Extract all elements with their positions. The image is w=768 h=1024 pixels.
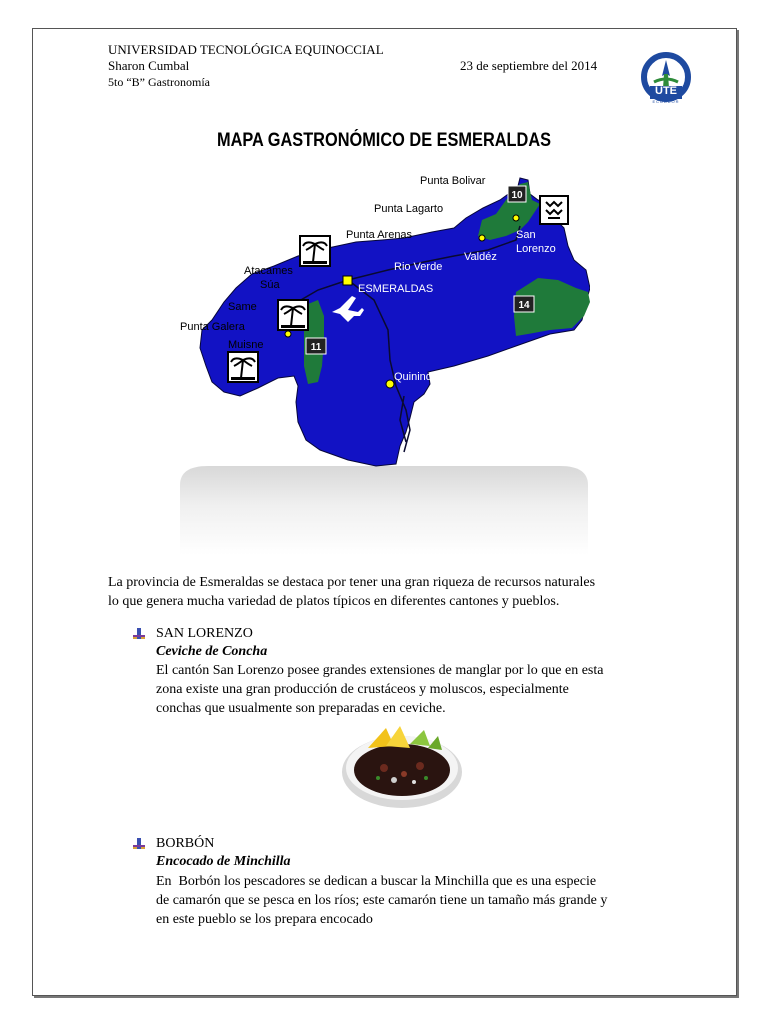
section-text-line: En Borbón los pescadores se dedican a buscar la Minchilla que es una especie bbox=[156, 874, 597, 889]
label-quininde: Quinindé bbox=[394, 371, 439, 383]
dish-title-ceviche-de-concha: Ceviche de Concha bbox=[156, 644, 268, 659]
course-name: 5to “B” Gastronomía bbox=[108, 75, 210, 89]
punta-galera-town-marker bbox=[285, 331, 291, 337]
badge-10-label: 10 bbox=[511, 190, 523, 201]
section-text-line: El cantón San Lorenzo posee grandes extensiones de manglar por lo que en esta bbox=[156, 663, 604, 678]
ute-logo-subtitle: ECUADOR bbox=[652, 99, 680, 104]
ute-logo-text: UTE bbox=[655, 85, 677, 97]
section-text-line: conchas que usualmente son preparadas en ceviche. bbox=[156, 701, 446, 716]
label-atacames: Atacames bbox=[244, 265, 293, 277]
dish-title-encocado-de-minchilla: Encocado de Minchilla bbox=[156, 854, 291, 869]
mangrove-icon bbox=[540, 196, 568, 224]
label-punta-arenas: Punta Arenas bbox=[346, 229, 413, 241]
label-valdez: Valdéz bbox=[464, 251, 497, 263]
ute-logo bbox=[636, 52, 696, 106]
ceviche-photo bbox=[334, 722, 470, 812]
palm-beach-icon bbox=[300, 236, 330, 266]
label-punta-lagarto: Punta Lagarto bbox=[374, 203, 444, 215]
bullet-icon bbox=[132, 627, 146, 641]
palm-beach-icon bbox=[278, 300, 308, 330]
label-rio-verde: Rio Verde bbox=[394, 261, 443, 273]
document-date: 23 de septiembre del 2014 bbox=[460, 58, 598, 73]
esmeraldas-map bbox=[178, 170, 590, 555]
label-san: San bbox=[516, 229, 536, 241]
section-place-san-lorenzo: SAN LORENZO bbox=[156, 626, 253, 641]
badge-11-label: 11 bbox=[310, 342, 322, 353]
label-esmeraldas: ESMERALDAS bbox=[358, 283, 434, 295]
label-same: Same bbox=[228, 301, 257, 313]
section-text-line: en este pueblo se los prepara encocado bbox=[156, 912, 373, 927]
esmeraldas-map-svg bbox=[178, 170, 590, 555]
page-title: MAPA GASTRONÓMICO DE ESMERALDAS bbox=[216, 130, 552, 151]
badge-14-label: 14 bbox=[518, 300, 530, 311]
label-sua: Súa bbox=[260, 279, 280, 291]
map-reflection bbox=[180, 466, 588, 555]
label-punta-galera: Punta Galera bbox=[180, 321, 245, 333]
quininde-town-marker bbox=[386, 380, 394, 388]
intro-line-2: lo que genera mucha variedad de platos típicos en diferentes cantones y pueblos. bbox=[108, 594, 560, 609]
section-text-line: de camarón que se pesca en los ríos; este camarón tiene un tamaño más grande y bbox=[156, 893, 608, 908]
esmeraldas-town-marker bbox=[343, 276, 352, 285]
section-place-borbon: BORBÓN bbox=[156, 836, 215, 851]
label-lorenzo: Lorenzo bbox=[516, 243, 556, 255]
palm-beach-icon bbox=[228, 352, 258, 382]
san-lorenzo-town-marker bbox=[513, 215, 519, 221]
bullet-icon bbox=[132, 837, 146, 851]
intro-line-1: La provincia de Esmeraldas se destaca por tener una gran riqueza de recursos naturales bbox=[108, 575, 596, 590]
student-name: Sharon Cumbal bbox=[108, 58, 190, 73]
label-punta-bolivar: Punta Bolivar bbox=[420, 175, 486, 187]
valdez-town-marker bbox=[479, 235, 485, 241]
university-name: UNIVERSIDAD TECNOLÓGICA EQUINOCCIAL bbox=[108, 42, 384, 57]
label-muisne: Muisne bbox=[228, 339, 264, 351]
section-text-line: zona existe una gran producción de crustáceos y moluscos, especialmente bbox=[156, 682, 569, 697]
